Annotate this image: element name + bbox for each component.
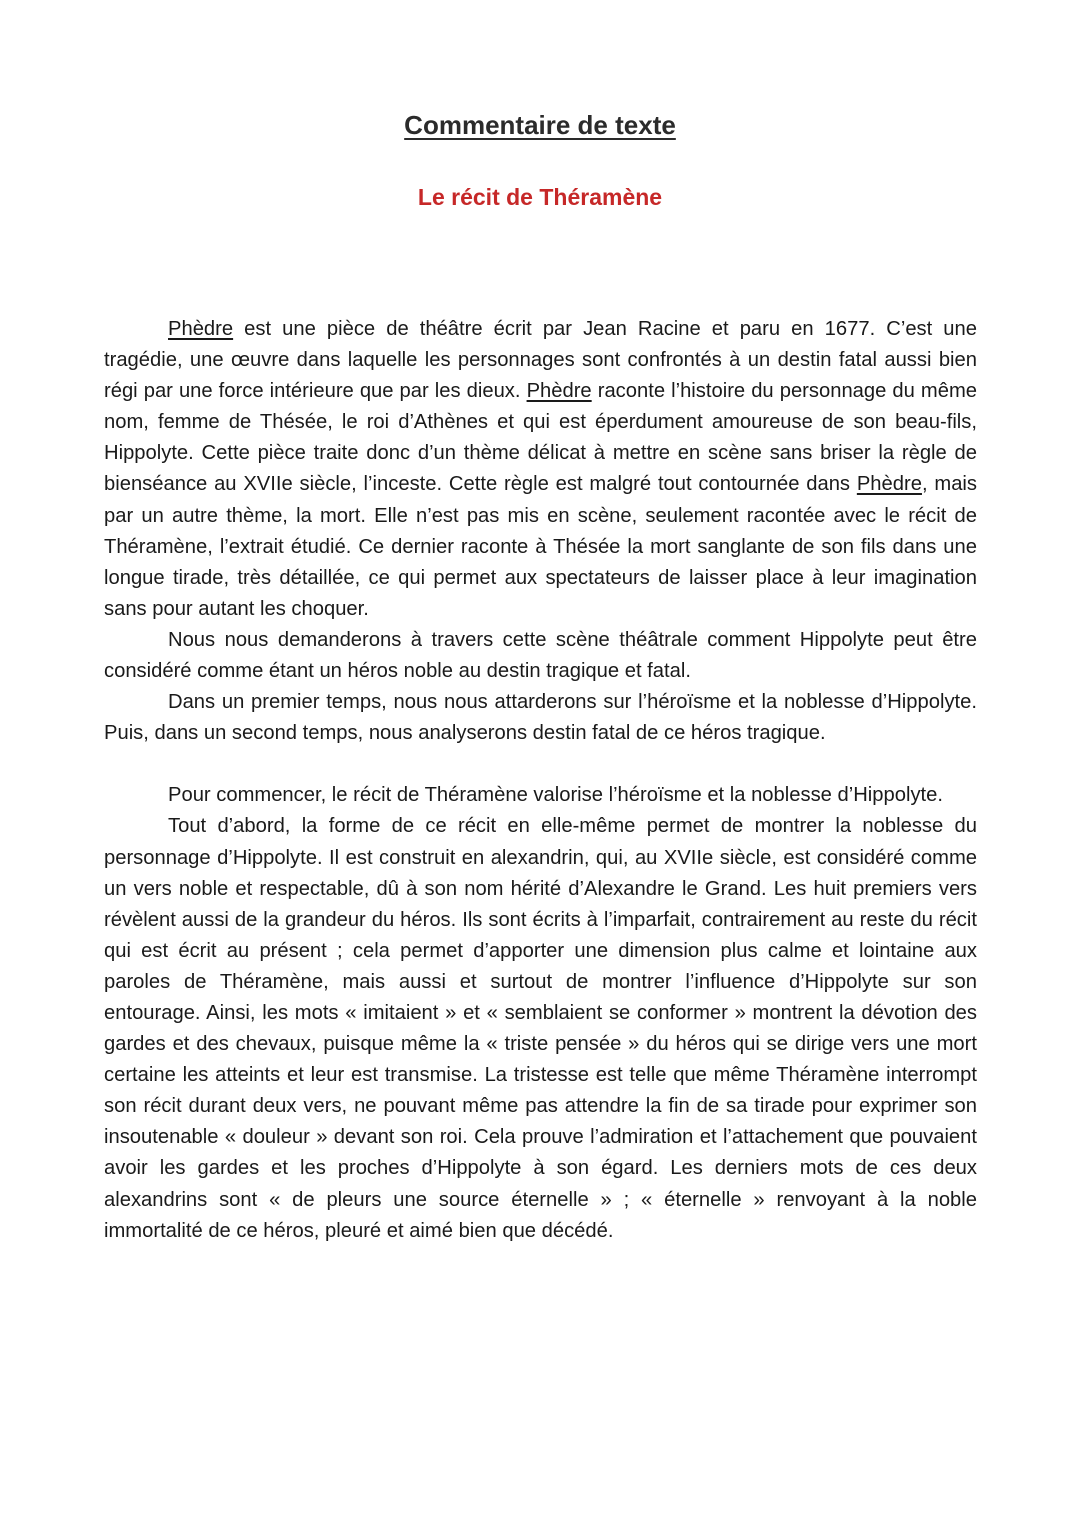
document-body — [104, 314, 977, 1247]
paragraph-text: Pour commencer, le récit de Théramène valorise l’héroïsme et la noblesse d’Hippolyte. — [168, 784, 943, 807]
work-title-underlined: Phèdre — [168, 318, 234, 340]
body-paragraph — [104, 780, 977, 811]
paragraph-text: est une pièce de théâtre écrit par Jean Racine et paru en 1677. C’est une tragédie, une œuvre dans laquelle les personnages sont confrontés à un destin fatal aussi bien régi par une force intérieure que par les dieux. — [104, 318, 977, 403]
body-paragraph — [104, 811, 977, 1246]
work-title-underlined: Phèdre — [856, 473, 922, 496]
document-subtitle: Le récit de Théramène — [417, 184, 663, 210]
document-title — [0, 108, 1080, 142]
paragraph-text: raconte l’histoire du personnage du même nom, femme de Thésée, le roi d’Athènes et qui est éperdument amoureuse de son beau-fils, Hippolyte. Cette pièce traite donc d’un thème délicat à mettre en scène sans briser la règle de bienséance au XVIIe siècle, l’inceste. Cette règle est malgré tout contournée dans — [104, 380, 977, 496]
paragraph-text: Dans un premier temps, nous nous attarderons sur l’héroïsme et la noblesse d’Hippolyte. Puis, dans un second temps, nous analyserons destin fatal de ce héros tragique. — [104, 691, 977, 745]
paragraph-text: Tout d’abord, la forme de ce récit en elle-même permet de montrer la noblesse du personnage d’Hippolyte. Il est construit en alexandrin, qui, au XVIIe siècle, est considéré comme un vers noble et respectable, dû à son nom hérité d’Alexandre le Grand. Les huit premiers vers révèlent aussi de la grandeur du héros. Ils sont écrits à l’imparfait, contrairement au reste du récit qui est écrit au présent ; cela permet d’apporter une dimension plus calme et lointaine aux paroles de Théramène, mais aussi et surtout de montrer l’influence d’Hippolyte sur son entourage. Ainsi, les mots « imitaient » et « semblaient se conformer » montrent la dévotion des gardes et des chevaux, puisque même la « triste pensée » du héros qui se dirige vers une mort certaine les atteints et leur est transmise. La tristesse est telle que même Théramène interrompt son récit durant deux vers, ne pouvant même pas attendre la fin de sa tirade pour exprimer son insoutenable « douleur » devant son roi. Cela prouve l’admiration et l’attachement que pouvaient avoir les gardes et les proches d’Hippolyte à son égard. Les derniers mots de ces deux alexandrins sont « de pleurs une source éternelle » ; « éternelle » renvoyant à la noble immortalité de ce héros, pleuré et aimé bien que décédé. — [104, 815, 977, 1242]
work-title-underlined: Phèdre — [526, 380, 592, 403]
body-paragraph — [104, 625, 977, 687]
paragraph-text: , mais par un autre thème, la mort. Elle n’est pas mis en scène, seulement racontée avec le récit de Théramène, l’extrait étudié. Ce dernier raconte à Thésée la mort sanglante de son fils dans une longue tirade, très détaillée, ce qui permet aux spectateurs de laisser place à leur imagination sans pour autant les choquer. — [104, 473, 977, 620]
document-title-text: Commentaire de texte — [404, 110, 676, 140]
body-paragraph — [104, 314, 977, 625]
paragraph-text: Nous nous demanderons à travers cette scène théâtrale comment Hippolyte peut être considéré comme étant un héros noble au destin tragique et fatal. — [104, 628, 977, 683]
body-paragraph — [104, 687, 977, 749]
